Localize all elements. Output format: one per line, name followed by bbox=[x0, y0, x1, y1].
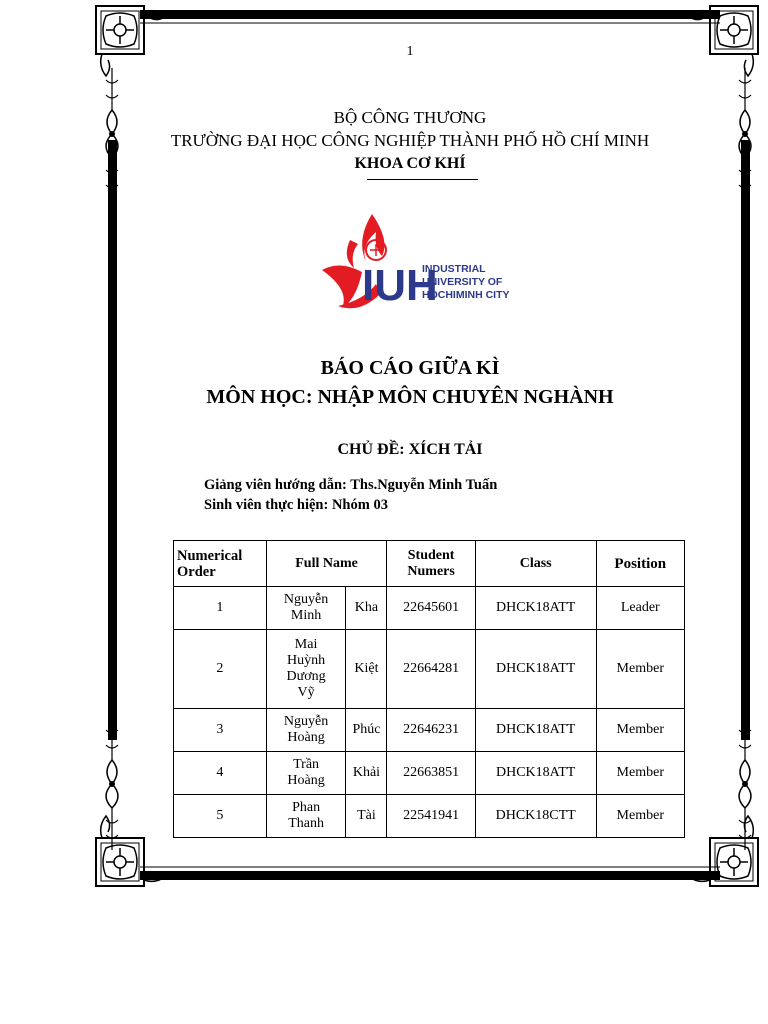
topic-title: CHỦ ĐỀ: XÍCH TẢI bbox=[337, 441, 483, 458]
cell-last-name: Phúc bbox=[346, 709, 387, 752]
cell-student-id: 22541941 bbox=[387, 795, 475, 838]
cell-last-name: Kiệt bbox=[346, 630, 387, 709]
iuh-logo bbox=[320, 210, 520, 315]
table-row bbox=[174, 795, 685, 838]
cell-last-name: Kha bbox=[346, 587, 387, 630]
logo-line-2: UNIVERSITY OF bbox=[422, 276, 503, 288]
cell-first-name: Phan Thanh bbox=[266, 795, 346, 838]
faculty-heading: KHOA CƠ KHÍ bbox=[354, 155, 466, 172]
cell-student-id: 22664281 bbox=[387, 630, 475, 709]
header-student-number: Student Numers bbox=[387, 541, 475, 587]
cell-student-id: 22663851 bbox=[387, 752, 475, 795]
cell-class: DHCK18ATT bbox=[475, 630, 596, 709]
cell-first-name: Trần Hoàng bbox=[266, 752, 346, 795]
cell-position: Leader bbox=[596, 587, 684, 630]
lecturer-line: Giảng viên hướng dẫn: Ths.Nguyễn Minh Tuấn bbox=[204, 477, 498, 493]
cell-class: DHCK18ATT bbox=[475, 587, 596, 630]
table-row bbox=[174, 587, 685, 630]
cell-order: 5 bbox=[174, 795, 267, 838]
cell-student-id: 22645601 bbox=[387, 587, 475, 630]
students-line: Sinh viên thực hiện: Nhóm 03 bbox=[204, 497, 388, 513]
cell-class: DHCK18ATT bbox=[475, 752, 596, 795]
logo-line-3: HOCHIMINH CITY bbox=[422, 289, 510, 301]
page-number: 1 bbox=[406, 44, 414, 59]
cell-class: DHCK18ATT bbox=[475, 709, 596, 752]
table-header-row bbox=[174, 541, 685, 587]
cell-order: 3 bbox=[174, 709, 267, 752]
cell-position: Member bbox=[596, 752, 684, 795]
cell-order: 1 bbox=[174, 587, 267, 630]
cell-position: Member bbox=[596, 795, 684, 838]
cell-class: DHCK18CTT bbox=[475, 795, 596, 838]
cell-first-name: Mai Huỳnh Dương Vỹ bbox=[266, 630, 346, 709]
cell-first-name: Nguyễn Minh bbox=[266, 587, 346, 630]
report-title: BÁO CÁO GIỮA KÌ bbox=[320, 357, 500, 379]
cell-last-name: Tài bbox=[346, 795, 387, 838]
table-row bbox=[174, 709, 685, 752]
cell-order: 4 bbox=[174, 752, 267, 795]
table-row bbox=[174, 752, 685, 795]
header-order: Numerical Order bbox=[174, 541, 267, 587]
header-class: Class bbox=[475, 541, 596, 587]
cell-student-id: 22646231 bbox=[387, 709, 475, 752]
table-row bbox=[174, 630, 685, 709]
heading-underline bbox=[367, 179, 478, 180]
cell-position: Member bbox=[596, 630, 684, 709]
logo-letters: IUH bbox=[362, 261, 438, 310]
ministry-heading: BỘ CÔNG THƯƠNG bbox=[333, 108, 487, 127]
cell-last-name: Khải bbox=[346, 752, 387, 795]
member-table bbox=[173, 540, 685, 838]
header-full-name: Full Name bbox=[266, 541, 387, 587]
cell-order: 2 bbox=[174, 630, 267, 709]
logo-line-1: INDUSTRIAL bbox=[422, 263, 486, 275]
university-heading: TRƯỜNG ĐẠI HỌC CÔNG NGHIỆP THÀNH PHỐ HỒ CHÍ MINH bbox=[170, 131, 650, 150]
cell-position: Member bbox=[596, 709, 684, 752]
header-position: Position bbox=[596, 541, 684, 587]
cell-first-name: Nguyễn Hoàng bbox=[266, 709, 346, 752]
course-title: MÔN HỌC: NHẬP MÔN CHUYÊN NGHÀNH bbox=[206, 386, 614, 408]
